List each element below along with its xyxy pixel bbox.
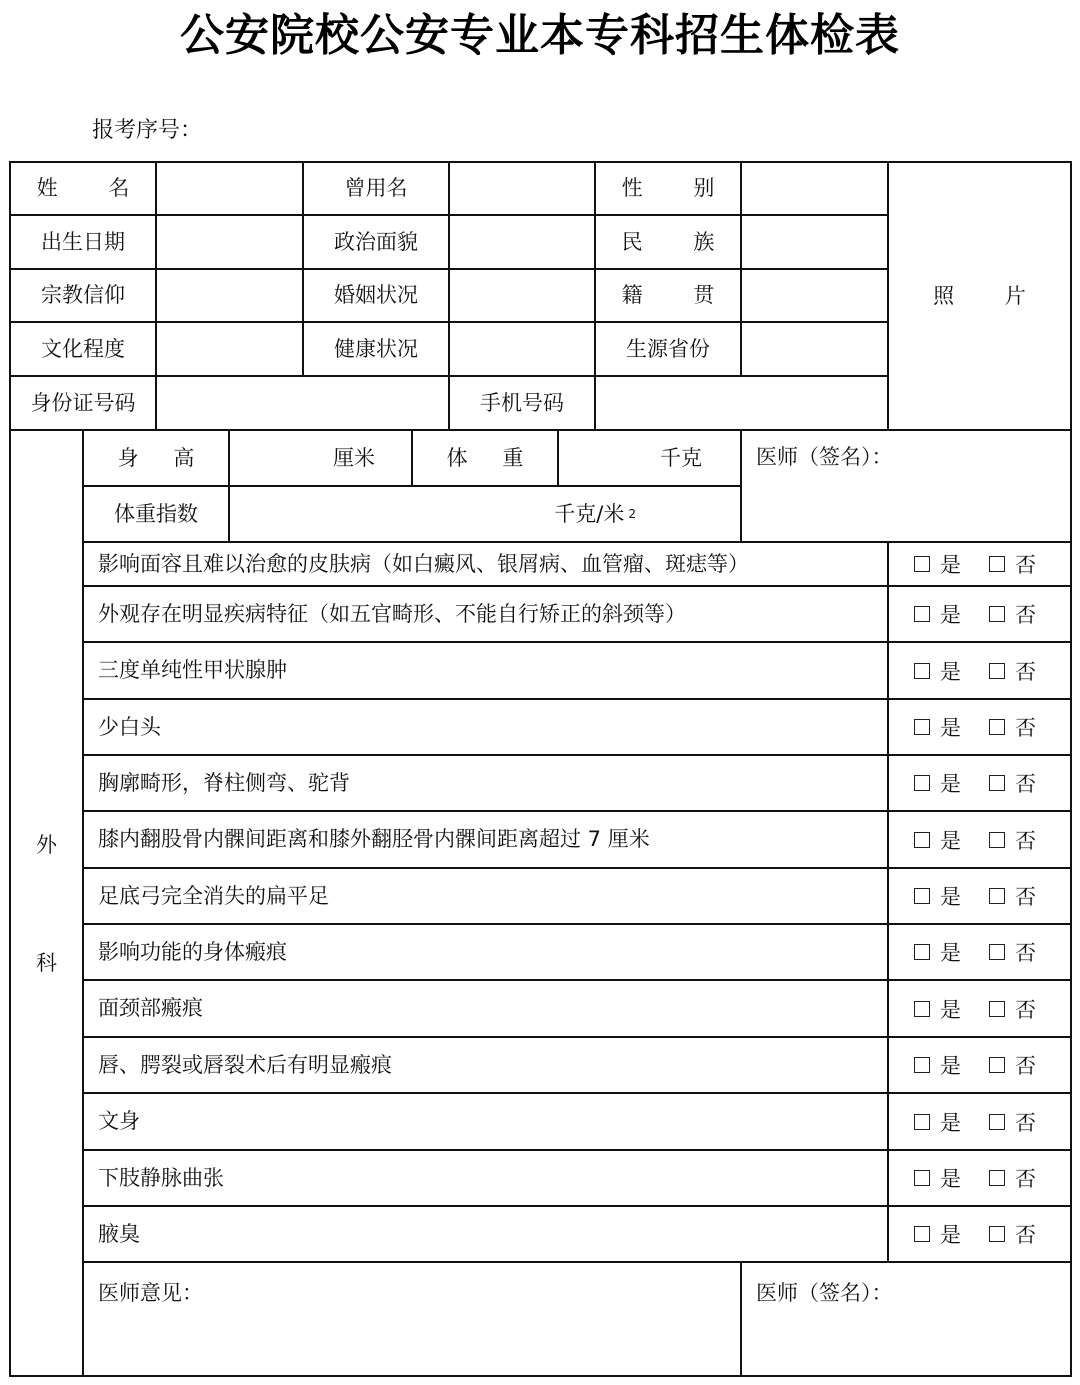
yes-label: 是 [940,659,961,684]
checklist-item: 腋臭 [98,1221,140,1246]
no-checkbox[interactable] [989,1163,1036,1193]
height-unit: 厘米 [333,445,375,470]
native-place-field[interactable] [742,270,887,321]
yes-label: 是 [940,997,961,1022]
no-label: 否 [1015,553,1036,577]
yes-label: 是 [940,885,961,909]
checklist-answer [914,543,1064,585]
yes-checkbox[interactable] [914,656,961,686]
health-status-field[interactable] [450,323,594,375]
checkbox-icon[interactable] [989,888,1005,904]
yes-label: 是 [940,553,961,577]
checklist-answer [914,1151,1064,1205]
no-label: 否 [1015,1054,1036,1078]
checkbox-icon[interactable] [989,1170,1005,1186]
checkbox-icon[interactable] [914,1057,930,1073]
yes-checkbox[interactable] [914,994,961,1024]
checkbox-icon[interactable] [989,944,1005,960]
final-signature-label: 医师（签名）： [756,1281,893,1305]
phone-field[interactable] [596,377,887,429]
checkbox-icon[interactable] [989,1001,1005,1017]
checklist-item: 膝内翻股骨内髁间距离和膝外翻胫骨内髁间距离超过 7 厘米 [98,827,650,851]
no-label: 否 [1015,1223,1036,1247]
checklist-item: 文身 [98,1109,140,1133]
weight-label: 体 重 [446,445,538,470]
yes-checkbox[interactable] [914,549,961,579]
native-place-label: 籍 贯 [621,283,737,307]
education-label: 文化程度 [41,336,125,361]
table-border [82,1261,1072,1263]
checkbox-icon[interactable] [914,775,930,791]
name-field[interactable] [157,163,302,214]
table-border [9,1375,1072,1377]
yes-label: 是 [940,716,961,740]
doctor-opinion-label: 医师意见： [98,1281,203,1305]
source-province-field[interactable] [742,323,887,375]
no-checkbox[interactable] [989,712,1036,742]
checkbox-icon[interactable] [914,944,930,960]
no-label: 否 [1015,659,1036,684]
yes-checkbox[interactable] [914,1050,961,1080]
bmi-field[interactable] [230,487,740,541]
yes-label: 是 [940,1054,961,1078]
yes-label: 是 [940,603,961,627]
checklist-item: 下肢静脉曲张 [98,1165,224,1190]
phone-label: 手机号码 [480,390,564,415]
checkbox-icon[interactable] [914,1226,930,1242]
checklist-item: 足底弓完全消失的扁平足 [98,883,329,908]
yes-label: 是 [940,772,961,796]
checkbox-icon[interactable] [914,556,930,572]
checklist-item: 三度单纯性甲状腺肿 [98,658,287,682]
serial-number-label: 报考序号： [92,118,203,143]
bmi-unit-superscript: 2 [628,507,636,521]
no-checkbox[interactable] [989,549,1036,579]
height-field[interactable] [230,431,411,485]
checkbox-icon[interactable] [989,1226,1005,1242]
checklist-item: 影响功能的身体瘢痕 [98,939,287,964]
bmi-unit: 千克/米 [554,501,625,526]
checklist-answer [914,981,1064,1036]
checklist-answer [914,812,1064,867]
doctor-opinion-area[interactable] [84,1265,740,1375]
yes-checkbox[interactable] [914,937,961,967]
no-checkbox[interactable] [989,881,1036,911]
checkbox-icon[interactable] [914,1170,930,1186]
yes-checkbox[interactable] [914,1107,961,1137]
yes-checkbox[interactable] [914,825,961,855]
no-label: 否 [1015,828,1036,853]
no-checkbox[interactable] [989,656,1036,686]
gender-label: 性 别 [621,176,737,200]
marital-status-field[interactable] [450,270,594,321]
photo-area[interactable]: 照 片 [933,283,1048,308]
no-checkbox[interactable] [989,937,1036,967]
table-border [1070,161,1072,1377]
no-checkbox[interactable] [989,1107,1036,1137]
yes-label: 是 [940,828,961,853]
birth-date-label: 出生日期 [41,229,125,254]
no-label: 否 [1015,1167,1036,1191]
source-province-label: 生源省份 [626,336,710,361]
checklist-answer [914,925,1064,979]
checkbox-icon[interactable] [914,719,930,735]
former-name-label: 曾用名 [344,176,408,200]
name-label: 姓 名 [36,176,152,200]
yes-label: 是 [940,1223,961,1247]
checklist-item: 面颈部瘢痕 [98,996,203,1020]
marital-status-label: 婚姻状况 [334,283,418,307]
yes-checkbox[interactable] [914,599,961,629]
birth-date-field[interactable] [157,216,302,268]
no-checkbox[interactable] [989,768,1036,798]
checkbox-icon[interactable] [914,606,930,622]
checklist-answer [914,700,1064,754]
checklist-answer [914,643,1064,698]
checkbox-icon[interactable] [989,1057,1005,1073]
checkbox-icon[interactable] [989,1114,1005,1130]
checklist-item: 影响面容且难以治愈的皮肤病（如白癜风、银屑病、血管瘤、斑痣等） [98,551,749,576]
section-label-ke: 科 [36,950,57,975]
checklist-answer [914,1207,1064,1261]
checkbox-icon[interactable] [914,832,930,848]
checklist-answer [914,1038,1064,1092]
checkbox-icon[interactable] [914,663,930,679]
checkbox-icon[interactable] [914,888,930,904]
page-title: 公安院校公安专业本专科招生体检表 [180,10,900,61]
former-name-field[interactable] [450,163,594,214]
yes-checkbox[interactable] [914,881,961,911]
checkbox-icon[interactable] [989,606,1005,622]
no-label: 否 [1015,941,1036,965]
no-label: 否 [1015,997,1036,1022]
checklist-item: 少白头 [98,714,161,739]
no-checkbox[interactable] [989,825,1036,855]
table-border [887,541,889,1263]
no-label: 否 [1015,716,1036,740]
yes-label: 是 [940,941,961,965]
health-status-label: 健康状况 [334,336,418,361]
no-label: 否 [1015,885,1036,909]
section-label-wai: 外 [36,832,57,857]
checkbox-icon[interactable] [989,719,1005,735]
checklist-item: 唇、腭裂或唇裂术后有明显瘢痕 [98,1052,392,1077]
no-checkbox[interactable] [989,1219,1036,1249]
checkbox-icon[interactable] [989,832,1005,848]
religion-label: 宗教信仰 [41,283,125,307]
checkbox-icon[interactable] [989,663,1005,679]
id-number-field[interactable] [157,377,448,429]
final-signature-area[interactable] [742,1265,1070,1375]
height-label: 身 高 [117,445,209,470]
no-checkbox[interactable] [989,599,1036,629]
ethnicity-label: 民 族 [621,229,737,254]
yes-checkbox[interactable] [914,768,961,798]
religion-field[interactable] [157,270,302,321]
no-label: 否 [1015,603,1036,627]
no-label: 否 [1015,772,1036,796]
checkbox-icon[interactable] [989,775,1005,791]
yes-checkbox[interactable] [914,712,961,742]
doctor-signature-label: 医师（签名）： [756,445,893,469]
checkbox-icon[interactable] [914,1001,930,1017]
no-checkbox[interactable] [989,994,1036,1024]
bmi-label: 体重指数 [114,501,198,526]
checklist-answer [914,1094,1064,1149]
checklist-item: 胸廓畸形，脊柱侧弯、驼背 [98,770,350,795]
yes-label: 是 [940,1110,961,1135]
weight-unit: 千克 [660,445,702,470]
no-label: 否 [1015,1110,1036,1135]
ethnicity-field[interactable] [742,216,887,268]
gender-field[interactable] [742,163,887,214]
checkbox-icon[interactable] [989,556,1005,572]
political-status-field[interactable] [450,216,594,268]
checklist-answer [914,869,1064,923]
weight-field[interactable] [559,431,740,485]
political-status-label: 政治面貌 [334,229,418,254]
checklist-answer [914,756,1064,810]
education-field[interactable] [157,323,302,375]
no-checkbox[interactable] [989,1050,1036,1080]
checklist-answer [914,587,1064,641]
yes-label: 是 [940,1167,961,1191]
checkbox-icon[interactable] [914,1114,930,1130]
id-number-label: 身份证号码 [30,390,136,415]
yes-checkbox[interactable] [914,1219,961,1249]
measurement-signature-area[interactable] [742,431,1070,541]
yes-checkbox[interactable] [914,1163,961,1193]
checklist-item: 外观存在明显疾病特征（如五官畸形、不能自行矫正的斜颈等） [98,601,686,626]
